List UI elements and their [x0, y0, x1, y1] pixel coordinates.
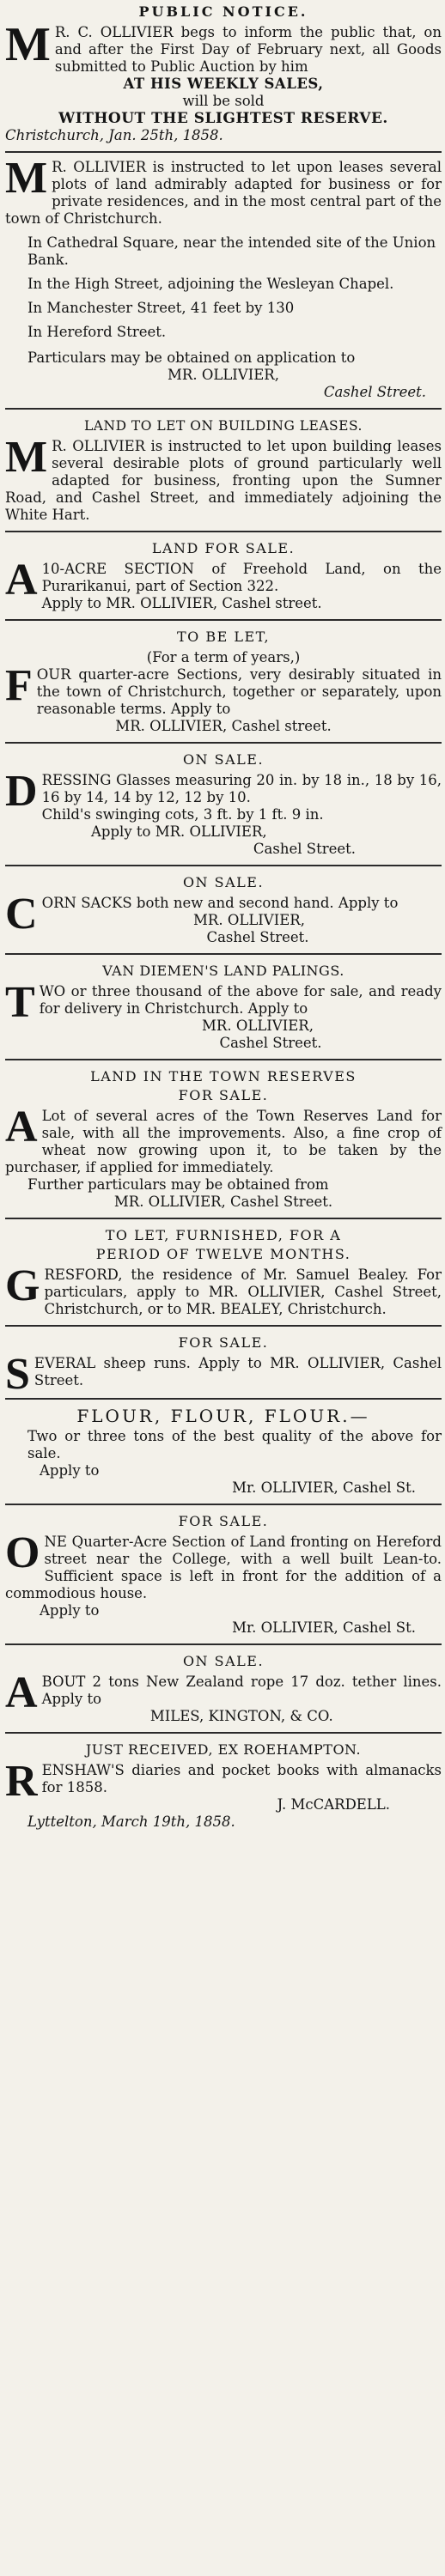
reserves-further: Further particulars may be obtained from	[27, 1176, 329, 1193]
runs-text: EVERAL sheep runs. Apply to MR. OLLIVIER, Cashel Street.	[34, 1355, 442, 1388]
building-text: R. OLLIVIER is instructed to let upon building leases several desirable plots of ground particularly well adapted for business, fronting upon the Sumner Road, and Cashel Street, and immediately adjoining the White Hart.	[5, 438, 442, 523]
ad-hereford-section	[5, 1505, 442, 1643]
ad-body	[5, 1261, 442, 1318]
hereford-text: NE Quarter-Acre Section of Land fronting on Hereford street near the College, with a well built Lean-to. Sufficient space is left in front for the addition of a commodious house.	[5, 1534, 442, 1601]
hereford-contact: Mr. OLLIVIER, Cashel St.	[232, 1619, 416, 1636]
palings-contact: MR. OLLIVIER,	[202, 1018, 314, 1034]
ad-corn-sacks	[5, 866, 442, 953]
rope-text: BOUT 2 tons New Zealand rope 17 doz. tether lines. Apply to	[41, 1674, 442, 1707]
hereford-apply: Apply to	[40, 1602, 100, 1619]
ad-heading: LAND FOR SALE.	[151, 540, 296, 556]
ad-heading: ON SALE.	[182, 1653, 265, 1669]
ad-subheading: PERIOD OF TWELVE MONTHS.	[95, 1246, 351, 1262]
flour-text: Two or three tons of the best quality of the above for sale.	[27, 1428, 442, 1461]
glasses-apply: Apply to MR. OLLIVIER,	[91, 823, 267, 840]
ad-heading: FLOUR, FLOUR, FLOUR.—	[76, 1406, 370, 1426]
landsale-apply: Apply to MR. OLLIVIER, Cashel street.	[41, 595, 322, 611]
drop-cap: M	[5, 18, 51, 71]
notice-text: R. C. OLLIVIER begs to inform the public that, on and after the First Day of February next, all Goods submitted to Public Auction by him	[54, 24, 442, 75]
sacks-text: ORN SACKS both new and second hand. Apply to	[41, 895, 399, 911]
ad-heading: TO BE LET,	[176, 629, 271, 645]
ad-heading: LAND TO LET ON BUILDING LEASES.	[84, 418, 363, 434]
reserves-text: Lot of several acres of the Town Reserves Land for sale, with all the improvements. Also, a fine crop of wheat now growing upon it, to be taken by the purchaser, if applied for immediately.	[5, 1108, 442, 1176]
palings-address: Cashel Street.	[219, 1035, 322, 1051]
lease-item: In Hereford Street.	[27, 324, 167, 340]
drop-cap: F	[5, 661, 33, 710]
lease-item: In the High Street, adjoining the Wesleyan Chapel.	[27, 276, 394, 292]
drop-cap: A	[5, 1668, 38, 1717]
ad-flour	[5, 1400, 442, 1504]
sacks-contact: MR. OLLIVIER,	[193, 912, 305, 928]
ad-public-notice	[5, 3, 442, 151]
lease-contact: MR. OLLIVIER,	[168, 367, 279, 383]
ad-body	[5, 1103, 442, 1176]
glasses-text: RESSING Glasses measuring 20 in. by 18 in., 18 by 16, 16 by 14, 14 by 12, 12 by 10.	[41, 772, 442, 805]
reserves-contact: MR. OLLIVIER, Cashel Street.	[113, 1194, 333, 1210]
ad-body	[5, 154, 442, 228]
drop-cap: S	[5, 1350, 30, 1399]
drop-cap: D	[5, 767, 38, 816]
ad-heading: VAN DIEMEN'S LAND PALINGS.	[102, 963, 344, 979]
ad-rope	[5, 1645, 442, 1732]
ad-dressing-glasses	[5, 744, 442, 865]
ad-body	[5, 1528, 442, 1602]
ad-heading: JUST RECEIVED, EX ROEHAMPTON.	[85, 1741, 362, 1758]
drop-cap: M	[5, 433, 48, 482]
ad-heading: FOR SALE.	[178, 1334, 269, 1351]
ad-body	[5, 1350, 442, 1399]
renshaw-text: ENSHAW'S diaries and pocket books with almanacks for 1858.	[41, 1762, 442, 1795]
ad-heading: TO LET, FURNISHED, FOR A	[105, 1227, 342, 1243]
ad-gresford	[5, 1219, 442, 1325]
ad-heading: LAND IN THE TOWN RESERVES	[90, 1068, 357, 1084]
tobelet-text: OUR quarter-acre Sections, very desirably situated in the town of Christchurch, together or separately, upon reasonable terms. Apply to	[36, 666, 442, 717]
notice-line-3: WITHOUT THE SLIGHTEST RESERVE.	[58, 110, 388, 127]
tobelet-contact: MR. OLLIVIER, Cashel street.	[115, 718, 332, 734]
lease-item: In Cathedral Square, near the intended site of the Union Bank.	[27, 234, 436, 268]
glasses-address: Cashel Street.	[253, 841, 356, 857]
ad-sheep-runs	[5, 1327, 442, 1398]
ad-body	[5, 18, 442, 76]
renshaw-date: Lyttelton, March 19th, 1858.	[27, 1814, 235, 1830]
drop-cap: A	[5, 556, 38, 605]
ad-palings	[5, 955, 442, 1059]
notice-line-2: will be sold	[182, 93, 265, 109]
drop-cap: O	[5, 1528, 40, 1577]
sacks-address: Cashel Street.	[206, 929, 309, 945]
renshaw-signature: J. McCARDELL.	[277, 1796, 390, 1813]
lease-particulars: Particulars may be obtained on application to	[27, 349, 356, 366]
ad-body	[5, 433, 442, 524]
leases-text: R. OLLIVIER is instructed to let upon leases several plots of land admirably adapted for business or for private residences, and in the most central part of the town of Christchurch.	[5, 159, 442, 227]
rope-contact: MILES, KINGTON, & CO.	[149, 1708, 333, 1724]
ad-renshaw	[5, 1734, 442, 1838]
drop-cap: C	[5, 890, 38, 939]
ad-heading: ON SALE.	[182, 874, 265, 890]
palings-text: WO or three thousand of the above for sale, and ready for delivery in Christchurch. Apply to	[39, 983, 442, 1017]
drop-cap: R	[5, 1757, 38, 1806]
ad-heading: PUBLIC NOTICE.	[138, 3, 308, 20]
drop-cap: T	[5, 978, 35, 1027]
ad-body	[5, 661, 442, 718]
lease-item: In Manchester Street, 41 feet by 130	[27, 300, 295, 316]
ad-town-reserves	[5, 1060, 442, 1218]
ad-heading: ON SALE.	[182, 751, 265, 768]
ad-building-leases	[5, 410, 442, 531]
flour-apply: Apply to	[40, 1462, 100, 1479]
ad-subheading: FOR SALE.	[178, 1087, 269, 1103]
ad-leases	[5, 153, 442, 408]
lease-address: Cashel Street.	[323, 384, 426, 400]
notice-date: Christchurch, Jan. 25th, 1858.	[5, 127, 223, 143]
ad-land-for-sale	[5, 532, 442, 619]
flour-contact: Mr. OLLIVIER, Cashel St.	[232, 1479, 416, 1496]
drop-cap: A	[5, 1103, 38, 1151]
landsale-text: 10-ACRE SECTION of Freehold Land, on the Purarikanui, part of Section 322.	[41, 561, 442, 594]
ad-heading: FOR SALE.	[178, 1513, 269, 1529]
drop-cap: G	[5, 1261, 40, 1310]
glasses-cots: Child's swinging cots, 3 ft. by 1 ft. 9 in.	[41, 806, 324, 823]
notice-line-1: AT HIS WEEKLY SALES,	[123, 76, 324, 92]
furnished-text: RESFORD, the residence of Mr. Samuel Bealey. For particulars, apply to MR. OLLIVIER, Cashel Street, Christchurch, or to MR. BEALEY, Christchurch.	[44, 1267, 442, 1317]
ad-subheading: (For a term of years,)	[146, 649, 301, 665]
drop-cap: M	[5, 154, 48, 203]
ad-to-be-let	[5, 621, 442, 742]
